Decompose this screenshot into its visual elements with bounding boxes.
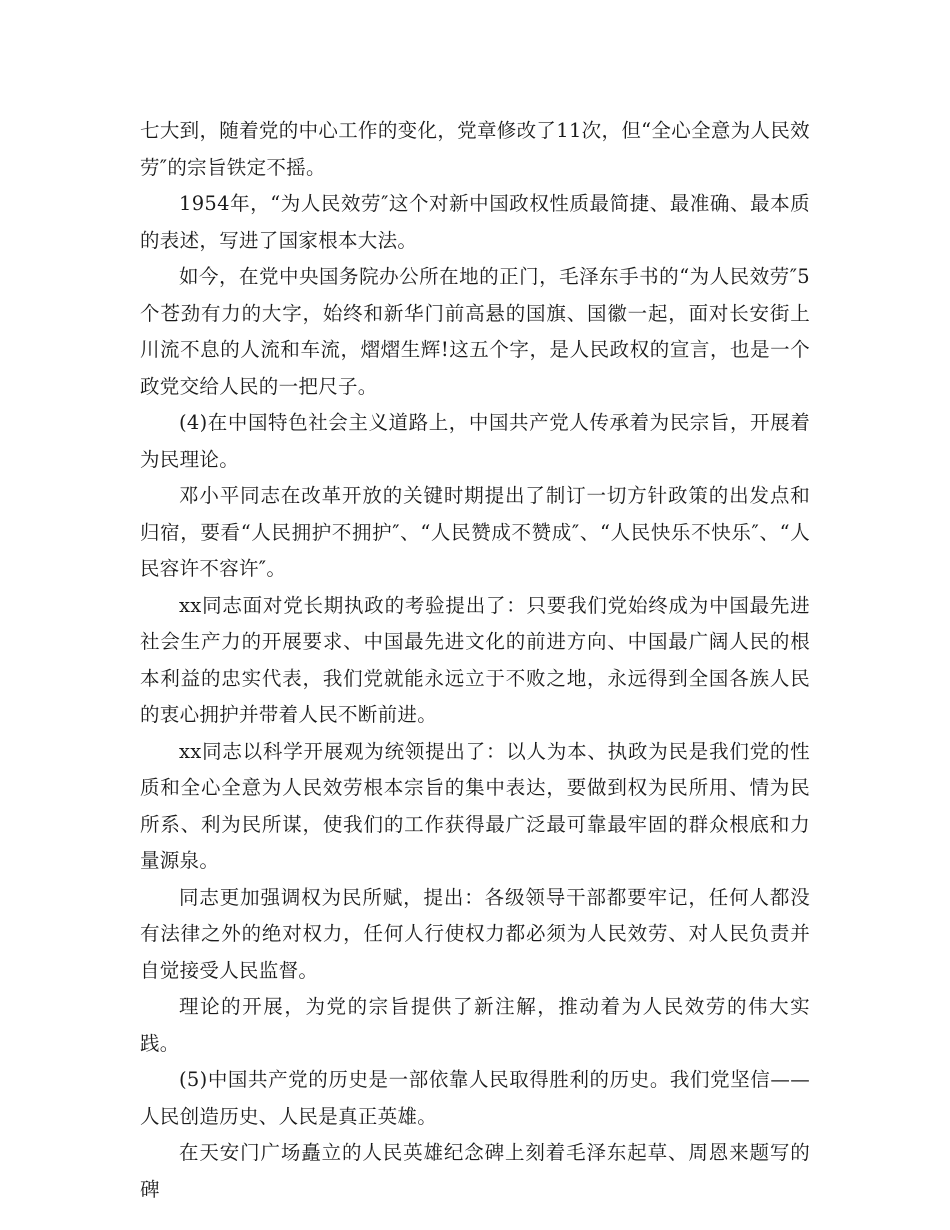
paragraph-3: 如今，在党中央国务院办公所在地的正门，毛泽东手书的“为人民效劳″5个苍劲有力的大字，始终和新华门前高悬的国旗、国徽一起，面对长安街上川流不息的人流和车流，熠熠生辉!这五个字，是人民政权的宣言，也是一个政党交给人民的一把尺子。 — [140, 265, 810, 398]
paragraph-2: 1954年，“为人民效劳″这个对新中国政权性质最简捷、最准确、最本质的表述，写进了国家根本大法。 — [140, 192, 810, 252]
paragraph-8: 同志更加强调权为民所赋，提出：各级领导干部都要牢记，任何人都没有法律之外的绝对权力，任何人行使权力都必须为人民效劳、对人民负责并自觉接受人民监督。 — [140, 885, 810, 982]
paragraph-10: (5)中国共产党的历史是一部依靠人民取得胜利的历史。我们党坚信——人民创造历史、人民是真正英雄。 — [140, 1068, 810, 1128]
paragraph-7: xx同志以科学开展观为统领提出了：以人为本、执政为民是我们党的性质和全心全意为人民效劳根本宗旨的集中表达，要做到权为民所用、情为民所系、利为民所谋，使我们的工作获得最广泛最可靠最牢固的群众根底和力量源泉。 — [140, 739, 810, 872]
paragraph-6: xx同志面对党长期执政的考验提出了：只要我们党始终成为中国最先进社会生产力的开展要求、中国最先进文化的前进方向、中国最广阔人民的根本利益的忠实代表，我们党就能永远立于不败之地，永远得到全国各族人民的衷心拥护并带着人民不断前进。 — [140, 593, 810, 726]
paragraph-9: 理论的开展，为党的宗旨提供了新注解，推动着为人民效劳的伟大实践。 — [140, 995, 810, 1055]
paragraph-1: 七大到，随着党的中心工作的变化，党章修改了11次，但“全心全意为人民效劳″的宗旨铁定不摇。 — [140, 119, 810, 179]
paragraph-5: 邓小平同志在改革开放的关键时期提出了制订一切方针政策的出发点和归宿，要看“人民拥护不拥护″、“人民赞成不赞成″、“人民快乐不快乐″、“人民容许不容许″。 — [140, 484, 810, 580]
document-body — [140, 113, 810, 1208]
paragraph-4: (4)在中国特色社会主义道路上，中国共产党人传承着为民宗旨，开展着为民理论。 — [140, 411, 810, 471]
paragraph-11: 在天安门广场矗立的人民英雄纪念碑上刻着毛泽东起草、周恩来题写的碑 — [140, 1141, 810, 1201]
